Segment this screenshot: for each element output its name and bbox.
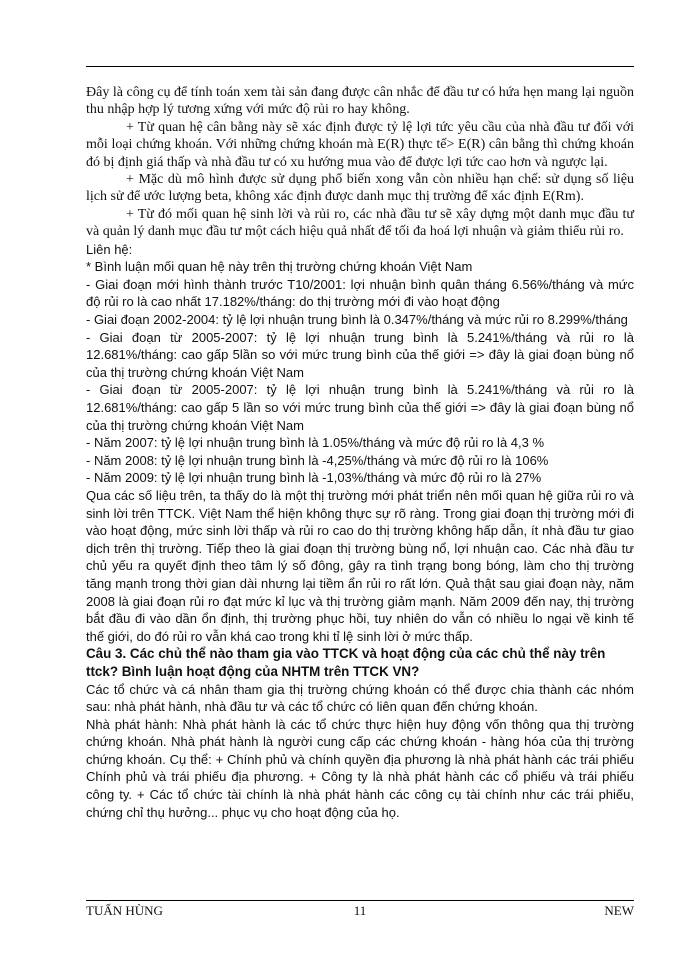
paragraph-vn-commentary-title: * Bình luận mối quan hệ này trên thị trường chứng khoán Việt Nam (86, 259, 473, 275)
page-footer (86, 903, 634, 921)
footer-rule (86, 900, 634, 901)
paragraph-portfolio: + Từ đó mối quan hệ sinh lời và rủi ro, các nhà đầu tư sẽ xây dựng một danh mục đầu tư và quản lý danh mục đầu tư một cách hiệu quả nhất để tối đa hoá lợi nhuận và giảm thiểu rủi ro. (86, 206, 634, 240)
footer-page-number: 11 (353, 903, 367, 918)
document-page (86, 84, 634, 821)
list-item-2005-2007-a: - Giai đoạn từ 2005-2007: tỷ lệ lợi nhuận trung bình là 5.241%/tháng và rủi ro là 12.681%/tháng: cao gấp 5lần so với mức trung bình của thế giới => đây là giai đoạn bùng nổ của thị trường chứng khoán Việt Nam (86, 329, 634, 380)
list-item-2007: - Năm 2007: tỷ lệ lợi nhuận trung bình là 1.05%/tháng và mức độ rủi ro là 4,3 % (86, 435, 545, 451)
paragraph-analysis: Qua các số liệu trên, ta thấy do là một thị trường mới phát triển nên mối quan hệ giữa rủi ro và sinh lời trên TTCK. Việt Nam thể hiện không thực sự rõ ràng. Trong giai đoạn thị trường mới đi vào hoạt động, mức sinh lời thấp và rủi ro cao do thị trường không hấp dẫn, ít nhà đầu tư giao dịch trên thị trường. Tiếp theo là giai đoạn thị trường bùng nổ, lợi nhuận cao. Các nhà đầu tư chủ yếu ra quyết định theo tâm lý số đông, gây ra tình trạng bong bóng, làm cho thị trường tăng mạnh trong thời gian dài nhưng lại tiềm ẩn rủi ro rất lớn. Quả thật sau giai đoạn này, năm 2008 là giai đoạn rủi ro đạt mức kỉ lục và thị trường giảm mạnh. Năm 2009 đến nay, thị trường bắt đầu đi vào dần ổn định, thị trường phục hồi, tuy nhiên do vẫn có nhiều lo ngại về kinh tế thế giới, do đó rủi ro vẫn khá cao trong khi tỉ lệ sinh lời ở mức thấp. (86, 487, 634, 644)
header-rule (86, 66, 634, 67)
label-lien-he: Liên hệ: (86, 241, 133, 257)
paragraph-capm-limitations: + Mặc dù mô hình được sử dụng phổ biến xong vẫn còn nhiều hạn chế: sử dụng số liệu lịch sử để ước lượng beta, không xác định được danh mục thị trường để xác định E(Rm). (86, 172, 634, 205)
list-item-2005-2007-b: - Giai đoạn từ 2005-2007: tỷ lệ lợi nhuận trung bình là 5.241%/tháng và rủi ro là 12.681%/tháng: cao gấp 5 lần so với mức trung bình của thế giới => đây là giai đoạn bùng nổ của thị trường chứng khoán Việt Nam (86, 382, 634, 433)
paragraph-issuers: Nhà phát hành: Nhà phát hành là các tổ chức thực hiện huy động vốn thông qua thị trường chứng khoán. Nhà phát hành là người cung cấp các chứng khoán - hàng hóa của thị trường chứng khoán. Cụ thể: + Chính phủ và chính quyền địa phương là nhà phát hành các trái phiếu Chính phủ và trái phiếu địa phương. + Công ty là nhà phát hành các cổ phiếu và trái phiếu công ty. + Các tổ chức tài chính là nhà phát hành các công cụ tài chính như các trái phiếu, chứng chỉ thụ hưởng... phục vụ cho hoạt động của họ. (86, 716, 634, 820)
paragraph-participants: Các tổ chức và cá nhân tham gia thị trường chứng khoán có thể được chia thành các nhóm sau: nhà phát hành, nhà đầu tư và các tổ chức có liên quan đến chứng khoán. (86, 681, 634, 715)
list-item-before-2001: - Giai đoạn mới hình thành trước T10/2001: lợi nhuận bình quân tháng 6.56%/tháng và mức độ rủi ro là cao nhất 17.182%/tháng: do thị trường mới đi vào hoạt động (86, 276, 634, 310)
paragraph-capm-balance: + Từ quan hệ cân bằng này sẽ xác định được tỷ lệ lợi tức yêu cầu của nhà đầu tư đối với mỗi loại chứng khoán. Với những chứng khoán mà E(R) thực tế> E(R) cân bằng thì chứng khoán đó bị định giá thấp và nhà đầu tư có xu hướng mua vào để được lợi tức cao hơn và ngược lại. (86, 119, 634, 170)
section-heading-cau-3: Câu 3. Các chủ thể nào tham gia vào TTCK và hoạt động của các chủ thể này trên ttck? Bình luận hoạt động của NHTM trên TTCK VN? (86, 646, 606, 679)
list-item-2008: - Năm 2008: tỷ lệ lợi nhuận trung bình là -4,25%/tháng và mức độ rủi ro là 106% (86, 452, 549, 468)
footer-author: TUẤN HÙNG (86, 903, 163, 918)
list-item-2002-2004: - Giai đoạn 2002-2004: tỷ lệ lợi nhuận trung bình là 0.347%/tháng và mức rủi ro 8.299%/tháng (86, 312, 628, 328)
list-item-2009: - Năm 2009: tỷ lệ lợi nhuận trung bình là -1,03%/tháng và mức độ rủi ro là 27% (86, 470, 542, 486)
paragraph-intro: Đây là công cụ để tính toán xem tài sản đang được cân nhắc để đầu tư có hứa hẹn mang lại nguồn thu nhập hợp lý tương xứng với mức độ rủi ro hay không. (86, 85, 634, 118)
footer-tag: NEW (604, 903, 634, 918)
